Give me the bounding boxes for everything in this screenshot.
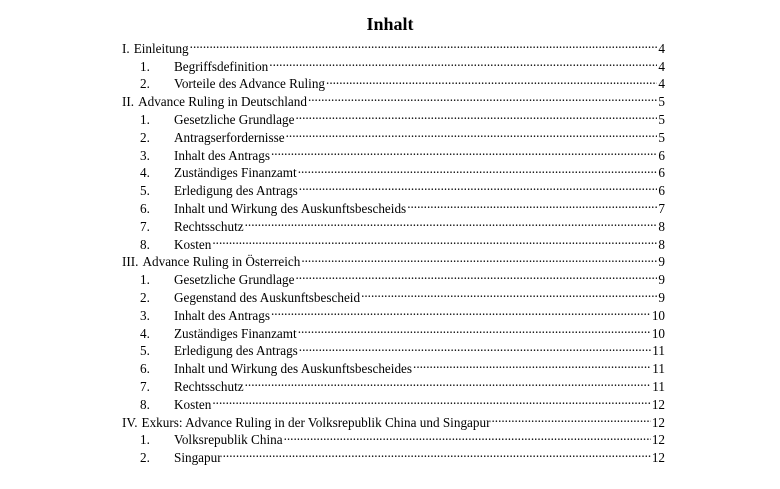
dot-leader bbox=[308, 88, 657, 106]
toc-entry-label: Antragserfordernisse bbox=[174, 129, 285, 145]
dot-leader bbox=[286, 124, 658, 142]
dot-leader bbox=[212, 231, 657, 249]
toc-entry-page-number: 9 bbox=[658, 289, 665, 305]
toc-entry-page-number: 11 bbox=[652, 378, 665, 394]
toc-entry-label: Erledigung des Antrags bbox=[174, 343, 298, 359]
toc-entry-label: Rechtsschutz bbox=[174, 218, 244, 234]
toc-entry-label: Zuständiges Finanzamt bbox=[174, 165, 297, 181]
dot-leader bbox=[407, 195, 657, 213]
toc-entry-label: Inhalt des Antrags bbox=[174, 307, 270, 323]
dot-leader bbox=[212, 391, 650, 409]
toc-entry-label: Kosten bbox=[174, 236, 212, 252]
toc-entry-label: Inhalt des Antrags bbox=[174, 147, 270, 163]
toc-entry-page-number: 7 bbox=[658, 200, 665, 216]
toc-entry-label: Begriffsdefinition bbox=[174, 58, 269, 74]
dot-leader bbox=[301, 249, 657, 267]
toc-entry-page-number: 6 bbox=[658, 147, 665, 163]
toc-entry-label: Vorteile des Advance Ruling bbox=[174, 76, 326, 92]
dot-leader bbox=[284, 427, 651, 445]
toc-entry-number: 1. bbox=[140, 432, 150, 448]
dot-leader bbox=[326, 71, 657, 89]
dot-leader bbox=[223, 444, 651, 462]
toc-entry-page-number: 5 bbox=[658, 111, 665, 127]
dot-leader bbox=[491, 409, 650, 427]
toc-entry-number: 1. bbox=[140, 272, 150, 288]
toc-entry-page-number: 8 bbox=[658, 218, 665, 234]
dot-leader bbox=[190, 35, 658, 53]
dot-leader bbox=[295, 266, 657, 284]
toc-entry-page-number: 12 bbox=[651, 396, 665, 412]
toc-entry-number: 2. bbox=[140, 76, 150, 92]
toc-entry-number: 8. bbox=[140, 396, 150, 412]
toc-entry-page-number: 4 bbox=[658, 40, 665, 56]
toc-entry-page-number: 8 bbox=[658, 236, 665, 252]
toc-entry-page-number: 6 bbox=[658, 165, 665, 181]
toc-entry-number: 4. bbox=[140, 325, 150, 341]
toc-entry-label: Einleitung bbox=[133, 40, 189, 56]
toc-entry-page-number: 5 bbox=[658, 94, 665, 110]
toc-entry-number: 2. bbox=[140, 450, 150, 466]
toc-entry-page-number: 12 bbox=[651, 450, 665, 466]
toc-entry-number: 1. bbox=[140, 111, 150, 127]
toc-entry-number: 6. bbox=[140, 200, 150, 216]
toc-entry-number: 3. bbox=[140, 147, 150, 163]
toc-entry-page-number: 11 bbox=[652, 343, 665, 359]
toc-entry-page-number: 12 bbox=[651, 414, 665, 430]
toc-entry-label: Rechtsschutz bbox=[174, 378, 244, 394]
toc-entry-number: 5. bbox=[140, 343, 150, 359]
toc-entry-number: 2. bbox=[140, 129, 150, 145]
toc-entry-label: Advance Ruling in Deutschland bbox=[138, 94, 307, 110]
dot-leader bbox=[245, 373, 652, 391]
toc-entry-label: Volksrepublik China bbox=[174, 432, 283, 448]
toc-entry-number: 7. bbox=[140, 378, 150, 394]
dot-leader bbox=[299, 177, 658, 195]
toc-entry-number: 2. bbox=[140, 289, 150, 305]
toc-entry-label: Erledigung des Antrags bbox=[174, 183, 298, 199]
toc-entry-label: Zuständiges Finanzamt bbox=[174, 325, 297, 341]
dot-leader bbox=[298, 320, 651, 338]
toc-entry-page-number: 4 bbox=[658, 58, 665, 74]
dot-leader bbox=[413, 355, 651, 373]
toc-entry-label: Inhalt und Wirkung des Auskunftsbescheids bbox=[174, 200, 407, 216]
toc-entry-page-number: 9 bbox=[658, 272, 665, 288]
dot-leader bbox=[361, 284, 657, 302]
toc-title: Inhalt bbox=[366, 14, 414, 34]
toc-entry-page-number: 4 bbox=[658, 76, 665, 92]
toc-entry-label: Gesetzliche Grundlage bbox=[174, 272, 295, 288]
toc-subsection-entry[interactable] bbox=[122, 53, 665, 74]
toc-entry-number: III. bbox=[122, 254, 139, 270]
toc-entry-page-number: 10 bbox=[651, 325, 665, 341]
dot-leader bbox=[245, 213, 658, 231]
toc-entry-number: 3. bbox=[140, 307, 150, 323]
toc-entry-label: Exkurs: Advance Ruling in der Volksrepublik China und Singapur bbox=[141, 414, 491, 430]
dot-leader bbox=[269, 53, 657, 71]
toc-entry-label: Advance Ruling in Österreich bbox=[142, 254, 301, 270]
dot-leader bbox=[299, 338, 652, 356]
toc-entry-number: 6. bbox=[140, 361, 150, 377]
toc-entry-page-number: 9 bbox=[658, 254, 665, 270]
toc-entry-label: Inhalt und Wirkung des Auskunftsbescheides bbox=[174, 361, 413, 377]
dot-leader bbox=[295, 106, 657, 124]
toc-entry-number: 8. bbox=[140, 236, 150, 252]
toc-entry-label: Gegenstand des Auskunftsbescheid bbox=[174, 289, 361, 305]
toc-entry-number: 1. bbox=[140, 58, 150, 74]
dot-leader bbox=[271, 142, 657, 160]
toc-entry-number: I. bbox=[122, 40, 130, 56]
toc-entry-page-number: 10 bbox=[651, 307, 665, 323]
toc-entry-page-number: 5 bbox=[658, 129, 665, 145]
toc-entry-number: II. bbox=[122, 94, 135, 110]
toc-entry-number: 7. bbox=[140, 218, 150, 234]
dot-leader bbox=[271, 302, 651, 320]
toc-entry-page-number: 11 bbox=[652, 361, 665, 377]
toc-entry-number: 5. bbox=[140, 183, 150, 199]
toc-list bbox=[122, 35, 665, 466]
toc-entry-label: Gesetzliche Grundlage bbox=[174, 111, 295, 127]
toc-entry-page-number: 12 bbox=[651, 432, 665, 448]
toc-section-entry[interactable] bbox=[122, 35, 665, 56]
toc-entry-number: IV. bbox=[122, 414, 138, 430]
dot-leader bbox=[298, 160, 658, 178]
toc-entry-page-number: 6 bbox=[658, 183, 665, 199]
toc-entry-label: Kosten bbox=[174, 396, 212, 412]
toc-entry-number: 4. bbox=[140, 165, 150, 181]
toc-entry-label: Singapur bbox=[174, 450, 222, 466]
